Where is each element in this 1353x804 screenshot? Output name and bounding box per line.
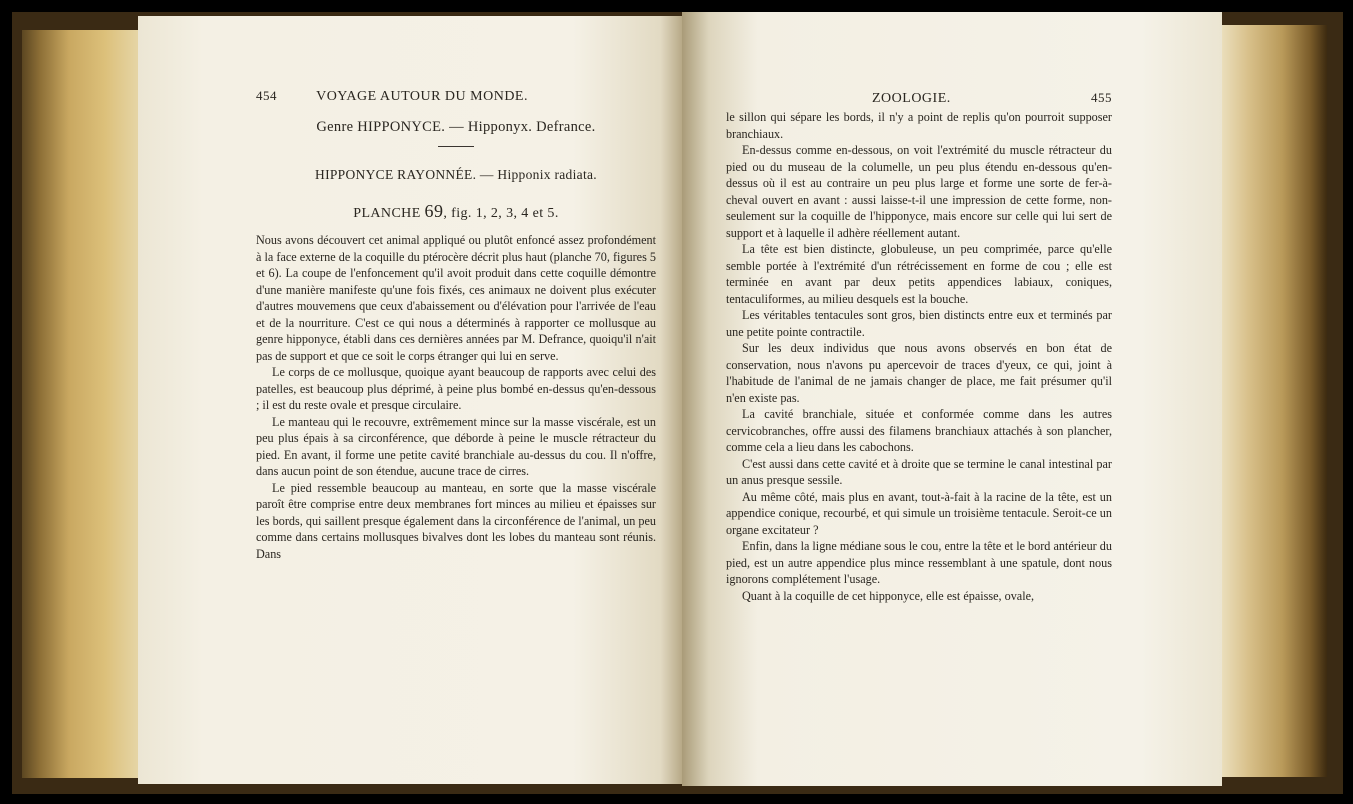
genre-heading: Genre HIPPONYCE. — Hipponyx. Defrance.	[316, 119, 596, 135]
right-running-head	[726, 90, 1112, 107]
paragraph: Nous avons découvert cet animal appliqué ou plutôt enfoncé assez profondément à la face externe de la coquille du ptérocère décrit plus haut (planche 70, figures 5 et 6). La coupe de l'enfoncement qu'il avoit produit dans cette coquille démontre d'une manière manifeste qu'une fois fixés, ces animaux ne doivent plus exécuter d'autres mouvemens que ceux d'abaissement ou d'élévation pour l'arrivée de l'eau et de la nourriture. C'est ce qui nous a déterminés à rapporter ce mollusque au genre hipponyce, établi dans ces dernières années par M. Defrance, quoiqu'il n'ait pas de support et que ce soit le corps étranger qui lui en serve.	[256, 233, 656, 363]
planche-label: PLANCHE	[353, 206, 421, 221]
species-heading: HIPPONYCE RAYONNÉE. — Hipponix radiata.	[315, 167, 597, 182]
paragraph: Quant à la coquille de cet hipponyce, elle est épaisse, ovale,	[742, 588, 1035, 603]
right-page	[682, 12, 1222, 786]
paragraph: Au même côté, mais plus en avant, tout-à-fait à la racine de la tête, est un appendice conique, recourbé, et qui simule un troisième tentacule. Seroit-ce un organe excitateur ?	[726, 489, 1112, 537]
left-page	[138, 16, 682, 784]
paragraph: En-dessus comme en-dessous, on voit l'extrémité du muscle rétracteur du pied ou du museau de la columelle, un peu plus étendu en-dessous qu'en-dessus où il est au contraire un peu plus large et forme une sorte de fer-à-cheval ouvert en avant : aussi laisse-t-il une impression de cette forme, non-seulement sur la coquille de l'hipponyce, mais encore sur celle qui lui sert de support et à laquelle il adhère réellement autant.	[726, 143, 1112, 240]
paragraph: Les véritables tentacules sont gros, bien distincts entre eux et terminés par une petite pointe contractile.	[726, 308, 1112, 339]
right-page-number: 455	[1091, 90, 1112, 105]
paragraph: Le manteau qui le recouvre, extrêmement mince sur la masse viscérale, est un peu plus épais à sa circonférence, que déborde à peine le muscle rétracteur du pied. En avant, il forme une petite cavité branchiale au-dessus du cou. Il n'offre, dans aucun point de son étendue, aucune trace de cirres.	[256, 414, 656, 478]
planche-number: 69	[424, 201, 444, 221]
left-running-head	[256, 88, 656, 105]
page-edges-left	[22, 30, 140, 778]
left-body-text	[256, 232, 656, 562]
paragraph: Le corps de ce mollusque, quoique ayant beaucoup de rapports avec celui des patelles, est beaucoup plus déprimé, à peine plus bombé en-dessus qu'en-dessous ; il est du reste ovale et presque circulaire.	[256, 365, 656, 412]
paragraph: La tête est bien distincte, globuleuse, un peu comprimée, parce qu'elle semble portée à l'extrémité d'un rétrécissement en forme de cou ; elle est terminée en avant par deux petits appendices labiaux, coniques, tentaculiformes, au milieu desquels est la bouche.	[726, 242, 1112, 306]
section-rule	[438, 146, 474, 147]
paragraph: La cavité branchiale, située et conformée comme dans les autres cervicobranches, offre aussi des filamens branchiaux attachés à son plancher, comme cela a lieu dans les cabochons.	[726, 407, 1112, 454]
planche-figures: , fig. 1, 2, 3, 4 et 5.	[443, 206, 559, 221]
right-body-text	[726, 109, 1112, 604]
paragraph: Le pied ressemble beaucoup au manteau, en sorte que la masse viscérale paroît être comprise entre deux membranes fort minces au milieu et épaisses sur les bords, qui saillent presque également dans la circonférence de l'animal, un peu comme dans certains mollusques bivalves dont les lobes du manteau sont réunis. Dans	[256, 480, 656, 561]
right-running-title: ZOOLOGIE.	[872, 91, 951, 106]
left-page-number: 454	[256, 88, 277, 103]
paragraph: C'est aussi dans cette cavité et à droite que se termine le canal intestinal par un anus presque sessile.	[726, 456, 1112, 487]
left-running-title: VOYAGE AUTOUR DU MONDE.	[316, 89, 528, 104]
page-edges-right	[1215, 25, 1327, 777]
paragraph: le sillon qui sépare les bords, il n'y a point de replis qu'on pourroit supposer branchiaux.	[726, 110, 1112, 141]
paragraph: Enfin, dans la ligne médiane sous le cou, entre la tête et le bord antérieur du pied, est un autre appendice plus mince ressemblant à une spatule, dont nous ignorons complétement l'usage.	[726, 539, 1112, 586]
paragraph: Sur les deux individus que nous avons observés en bon état de conservation, nous n'avons pu apercevoir de traces d'yeux, ce qui, joint à l'habitude de l'animal de ne jamais changer de place, me fait présumer qu'il n'en existe pas.	[726, 341, 1112, 405]
planche-heading	[256, 201, 656, 222]
